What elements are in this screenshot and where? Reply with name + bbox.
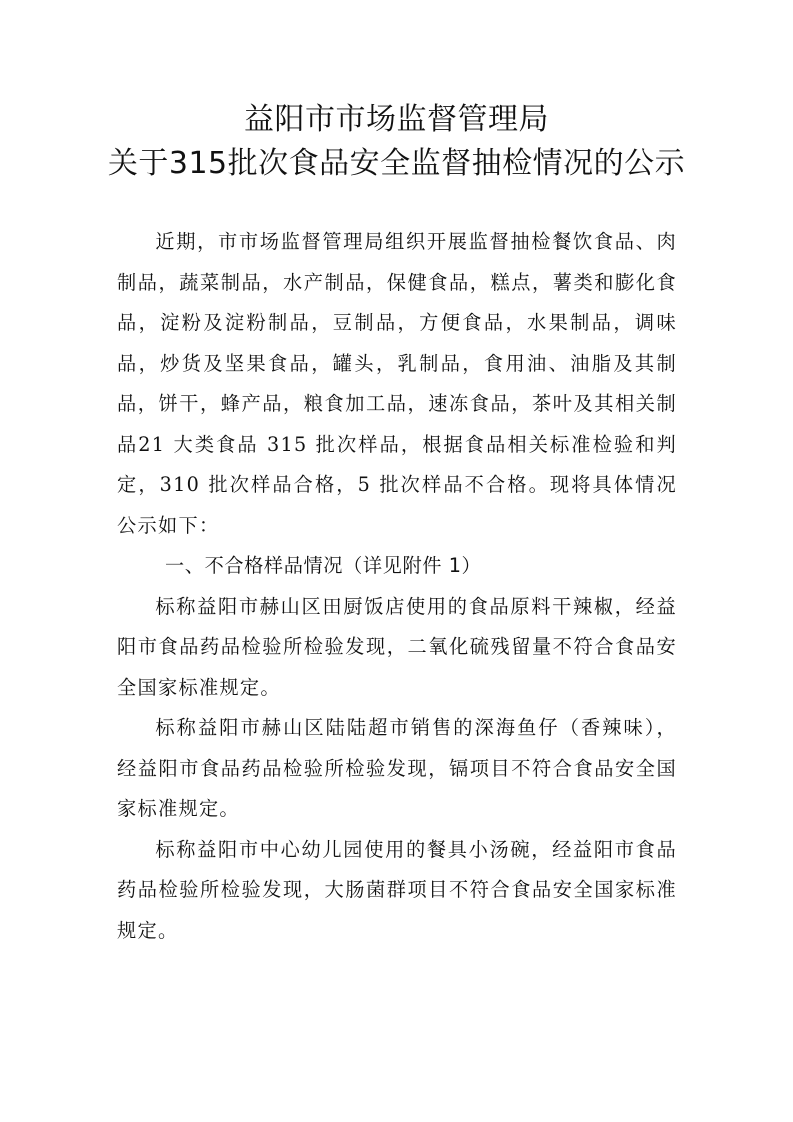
intro-paragraph: 近期，市市场监督管理局组织开展监督抽检餐饮食品、肉制品，蔬菜制品，水产制品，保健食品，糕点，薯类和膨化食品，淀粉及淀粉制品，豆制品，方便食品，水果制品，调味品，炒货及坚果食品，罐头，乳制品，食用油、油脂及其制品，饼干，蜂产品，粮食加工品，速冻食品，茶叶及其相关制品21 大类食品 315 批次样品，根据食品相关标准检验和判定，310 批次样品合格，5 批次样品不合格。现将具体情况公示如下：: [117, 230, 677, 537]
section-heading-unqualified-samples: 一、不合格样品情况（详见附件 1）: [165, 554, 482, 577]
unqualified-item-soup-bowl: 标称益阳市中心幼儿园使用的餐具小汤碗，经益阳市食品药品检验所检验发现，大肠菌群项目不符合食品安全国家标准规定。: [117, 837, 677, 942]
title-line-1: 益阳市市场监督管理局: [244, 102, 549, 137]
unqualified-item-deep-sea-fish: 标称益阳市赫山区陆陆超市销售的深海鱼仔（香辣味），经益阳市食品药品检验所检验发现，镉项目不符合食品安全国家标准规定。: [117, 716, 677, 820]
unqualified-item-dried-chili: 标称益阳市赫山区田厨饭店使用的食品原料干辣椒，经益阳市食品药品检验所检验发现，二氧化硫残留量不符合食品安全国家标准规定。: [117, 594, 677, 699]
document-title: [0, 98, 793, 186]
document-body: [117, 222, 677, 951]
title-line-2: 关于315批次食品安全监督抽检情况的公示: [107, 146, 686, 181]
